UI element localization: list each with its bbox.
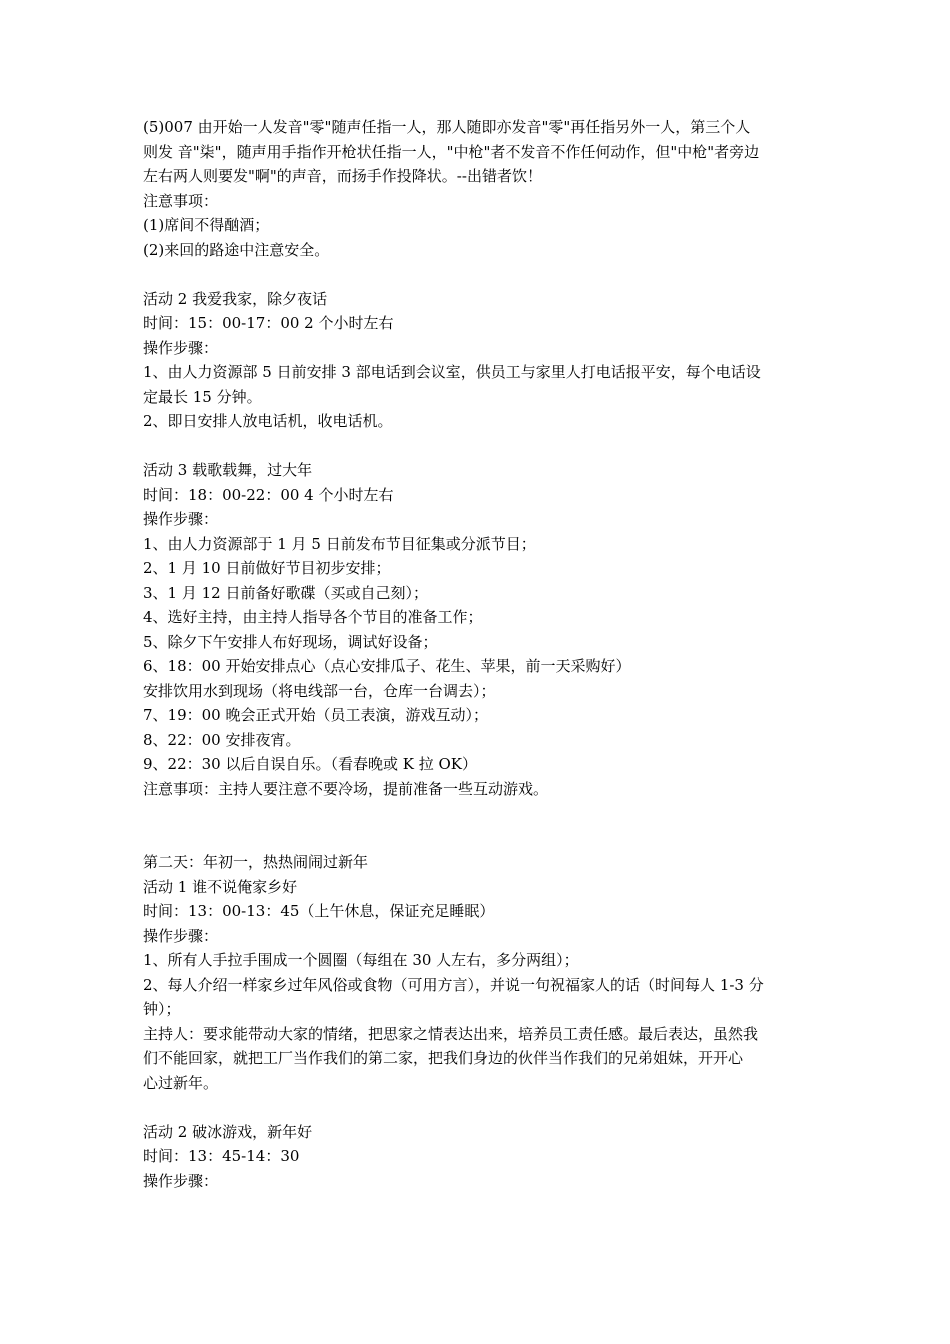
text-line: (5)007 由开始一人发音"零"随声任指一人，那人随即亦发音"零"再任指另外一人，第三个人 <box>143 118 751 136</box>
list-item: 钟）； <box>143 1000 181 1018</box>
section-heading: 操作步骤： <box>143 1171 219 1190</box>
list-item: 2、每人介绍一样家乡过年风俗或食物（可用方言），并说一句祝福家人的话（时间每人 1-3 分 <box>143 975 764 994</box>
text-line: 主持人：要求能带动大家的情绪，把思家之情表达出来，培养员工责任感。最后表达，虽然我 <box>143 1024 759 1043</box>
blank-line <box>143 1095 823 1120</box>
list-item: 5、除夕下午安排人布好现场，调试好设备； <box>143 632 438 651</box>
text-line: 们不能回家，就把工厂当作我们的第二家，把我们身边的伙伴当作我们的兄弟姐妹，开开心 <box>143 1049 744 1067</box>
activity-time: 时间：13：45-14：30 <box>143 1147 300 1165</box>
list-item: 1、由人力资源部于 1 月 5 日前发布节目征集或分派节目； <box>143 534 536 553</box>
list-item: 9、22：30 以后自误自乐。（看春晚或 K 拉 OK） <box>143 755 478 773</box>
text-line: 则发 音"柒"，随声用手指作开枪状任指一人，"中枪"者不发音不作任何动作，但"中枪"者旁边 <box>143 142 760 161</box>
list-item: (1)席间不得酗酒； <box>143 216 270 234</box>
activity-title: 活动 2 我爱我家，除夕夜话 <box>143 289 328 308</box>
section-heading: 操作步骤： <box>143 338 219 357</box>
list-item: 6、18：00 开始安排点心（点心安排瓜子、花生、苹果，前一天采购好） <box>143 657 631 675</box>
activity-time: 时间：18：00-22：00 4 个小时左右 <box>143 485 394 504</box>
activity-title: 活动 2 破冰游戏，新年好 <box>143 1122 313 1141</box>
activity-title: 活动 1 谁不说俺家乡好 <box>143 877 298 896</box>
text-line: 心过新年。 <box>143 1073 219 1092</box>
document-page <box>143 115 823 1193</box>
section-heading: 操作步骤： <box>143 926 219 945</box>
list-item: 安排饮用水到现场（将电线部一台，仓库一台调去）； <box>143 681 496 700</box>
list-item: 定最长 15 分钟。 <box>143 387 262 406</box>
text-line: 左右两人则要发"啊"的声音，而扬手作投降状。--出错者饮！ <box>143 167 542 185</box>
list-item: 4、选好主持，由主持人指导各个节目的准备工作； <box>143 608 483 626</box>
list-item: 8、22：00 安排夜宵。 <box>143 730 301 749</box>
list-item: 3、1 月 12 日前备好歌碟（买或自己刻）； <box>143 583 428 602</box>
section-heading: 注意事项： <box>143 191 219 210</box>
blank-line <box>143 262 823 287</box>
blank-line <box>143 801 823 850</box>
activity-title: 活动 3 载歌载舞，过大年 <box>143 461 313 479</box>
activity-time: 时间：13：00-13：45（上午休息，保证充足睡眠） <box>143 902 495 920</box>
list-item: 7、19：00 晚会正式开始（员工表演，游戏互动）； <box>143 706 488 724</box>
note-line: 注意事项：主持人要注意不要冷场，提前准备一些互动游戏。 <box>143 779 549 798</box>
activity-time: 时间：15：00-17：00 2 个小时左右 <box>143 314 394 332</box>
list-item: (2)来回的路途中注意安全。 <box>143 240 330 259</box>
list-item: 1、由人力资源部 5 日前安排 3 部电话到会议室，供员工与家里人打电话报平安，每个电话设 <box>143 363 761 381</box>
section-heading: 操作步骤： <box>143 510 219 528</box>
list-item: 2、即日安排人放电话机，收电话机。 <box>143 412 393 430</box>
list-item: 1、所有人手拉手围成一个圆圈（每组在 30 人左右，多分两组）； <box>143 951 579 969</box>
blank-line <box>143 434 823 459</box>
list-item: 2、1 月 10 日前做好节目初步安排； <box>143 559 391 577</box>
day-heading: 第二天：年初一，热热闹闹过新年 <box>143 853 369 871</box>
